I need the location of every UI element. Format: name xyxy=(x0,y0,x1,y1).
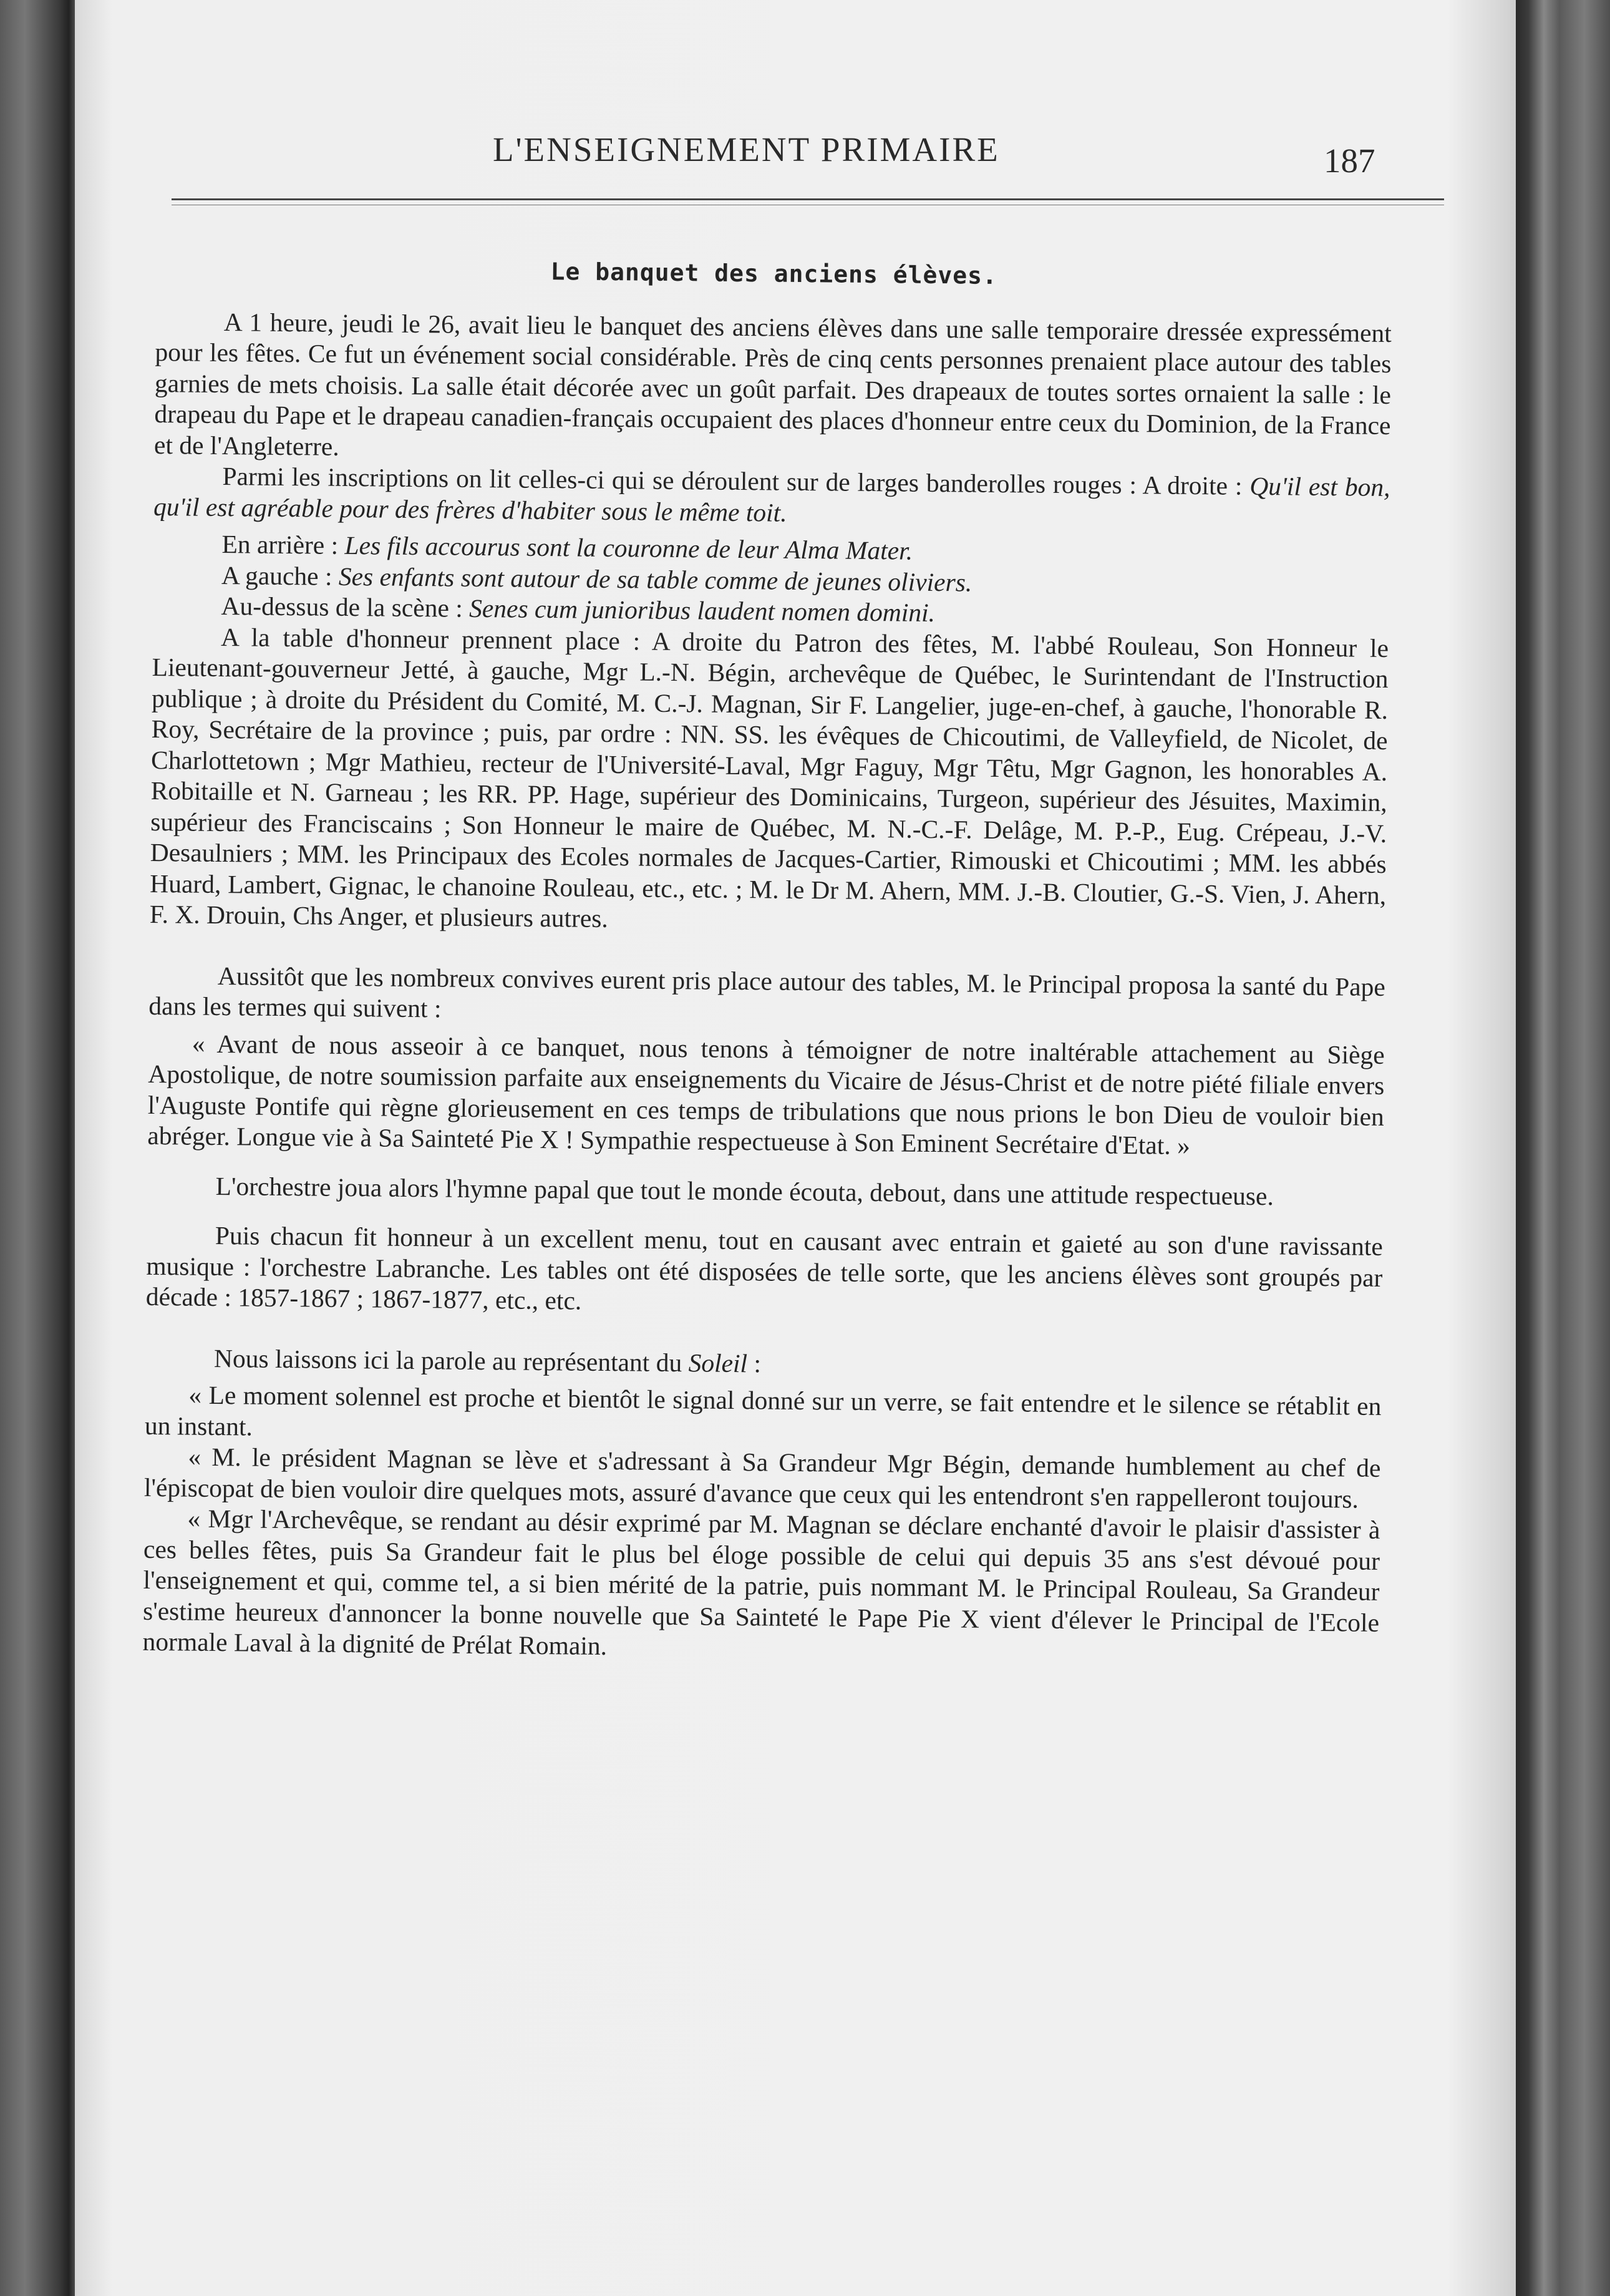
paragraph-magnan: « M. le président Magnan se lève et s'adressant à Sa Grandeur Mgr Bégin, demande humblement au chef de l'épiscopat de bien vouloir dire quelques mots, assuré d'avance que ceux qui les entendront s'en rappelleront toujours. xyxy=(143,1442,1381,1514)
paragraph-banquet-intro: A 1 heure, jeudi le 26, avait lieu le banquet des anciens élèves dans une salle temporaire dressée expressément pour les fêtes. Ce fut un événement social considérable. Près de cinq cents personnes prenaient place autour des tables garnies de mets choisis. La salle était décorée avec un goût parfait. Des drapeaux de toutes sortes ornaient la salle : le drapeau du Pape et le drapeau canadien-français occupaient des places d'honneur entre ceux du Dominion, de la France et de l'Angleterre. xyxy=(153,307,1392,461)
soleil-intro-text: Nous laissons ici la parole au représentant du xyxy=(213,1343,689,1377)
inscription-left-label: A gauche : xyxy=(221,560,339,591)
inscription-right: Qu'il est bon, qu'il est agréable pour des frères d'habiter sous le même toit. xyxy=(153,471,1390,527)
inscription-back-label: En arrière : xyxy=(221,530,345,560)
paragraph-inscriptions xyxy=(153,460,1390,534)
inscription-stage: Senes cum junioribus laudent nomen domini. xyxy=(468,593,936,628)
page-number: 187 xyxy=(1324,142,1375,180)
left-binding-shadow xyxy=(0,0,75,2296)
article-title: Le banquet des anciens élèves. xyxy=(550,258,998,289)
book-page xyxy=(75,0,1516,2296)
paragraph-signal: « Le moment solennel est proche et bientôt le signal donné sur un verre, se fait entendre et le silence se rétablit en un instant. xyxy=(144,1380,1382,1441)
right-page-edges xyxy=(1516,0,1610,2296)
paragraph-menu: Puis chacun fit honneur à un excellent menu, tout en causant avec entrain et gaieté au son d'une ravissante musique : l'orchestre Labranche. Les tables ont été disposées de telle sorte, que les anciens élèves sont groupés par décade : 1857-1867 ; 1867-1877, etc., etc. xyxy=(145,1220,1384,1315)
inscriptions-intro: Parmi les inscriptions on lit celles-ci qui se déroulent sur de larges banderolles rouges : A droite : xyxy=(222,462,1250,500)
header-rule xyxy=(172,198,1444,200)
paragraph-orchestra: L'orchestre joua alors l'hymne papal que tout le monde écouta, debout, dans une attitude respectueuse. xyxy=(215,1171,1274,1210)
soleil-newspaper: Soleil xyxy=(688,1348,748,1378)
inscription-back: Les fils accourus sont la couronne de leur Alma Mater. xyxy=(344,530,913,565)
paragraph-toast-intro: Aussitôt que les nombreux convives eurent pris place autour des tables, M. le Principal proposa la santé du Pape dans les termes qui suivent : xyxy=(148,961,1386,1023)
paragraph-toast-quote: « Avant de nous asseoir à ce banquet, nous tenons à témoigner de notre inaltérable attachement au Siège Apostolique, de notre soumission parfaite aux enseignements du Vicaire de Jésus-Christ et de notre piété filiale envers l'Auguste Pontife qui règne glorieusement en ces temps de tribulations que nous prions le bon Dieu de vouloir bien abréger. Longue vie à Sa Sainteté Pie X ! Sympathie respectueuse à Son Eminent Secrétaire d'Etat. » xyxy=(147,1029,1385,1160)
inscription-stage-label: Au-dessus de la scène : xyxy=(221,591,470,623)
page-header xyxy=(75,117,1516,186)
inscription-left: Ses enfants sont autour de sa table comme de jeunes oliviers. xyxy=(338,562,972,597)
paragraph-honour-table: A la table d'honneur prennent place : A droite du Patron des fêtes, M. l'abbé Rouleau, Son Honneur le Lieutenant-gouverneur Jetté, à gauche, Mgr L.-N. Bégin, archevêque de Québec, le Surintendant de l'Instruction publique ; à droite du Président du Comité, M. C.-J. Magnan, Sir F. Langelier, juge-en-chef, à gauche, l'honorable R. Roy, Secrétaire de la province ; puis, par ordre : NN. SS. les évêques de Chicoutimi, de Valleyfield, de Nicolet, de Charlottetown ; Mgr Mathieu, recteur de l'Université-Laval, Mgr Faguy, Mgr Têtu, Mgr Gagnon, les honorables A. Robitaille et N. Garneau ; les RR. PP. Hage, supérieur des Dominicains, Turgeon, supérieur des Jésuites, Maximin, supérieur des Franciscains ; Son Honneur le maire de Québec, M. N.-C.-F. Delâge, M. P.-P., Eug. Crépeau, J.-V. Desaulniers ; MM. les Principaux des Ecoles normales de Jacques-Cartier, Rimouski et Chicoutimi ; MM. les abbés Huard, Lambert, Gignac, le chanoine Rouleau, etc., etc. ; M. le Dr M. Ahern, MM. J.-B. Cloutier, G.-S. Vien, J. Ahern, F. X. Drouin, Chs Anger, et plusieurs autres. xyxy=(149,622,1389,933)
paragraph-soleil-intro xyxy=(145,1342,1382,1385)
running-title: L'ENSEIGNEMENT PRIMAIRE xyxy=(493,130,1000,168)
soleil-intro-end: : xyxy=(747,1348,762,1378)
paragraph-archbishop: « Mgr l'Archevêque, se rendant au désir exprimé par M. Magnan se déclare enchanté d'avoir le plaisir d'assister à ces belles fêtes, puis Sa Grandeur fait le plus bel éloge possible de celui qui depuis 35 ans s'est dévoué pour l'enseignement et qui, comme tel, a si bien mérité de la patrie, puis nommant M. le Principal Rouleau, Sa Grandeur s'estime heureux d'annoncer la bonne nouvelle que Sa Sainteté le Pape Pie X vient d'élever le Principal de l'Ecole normale Laval à la dignité de Prélat Romain. xyxy=(142,1504,1380,1661)
article-body xyxy=(142,253,1392,1669)
